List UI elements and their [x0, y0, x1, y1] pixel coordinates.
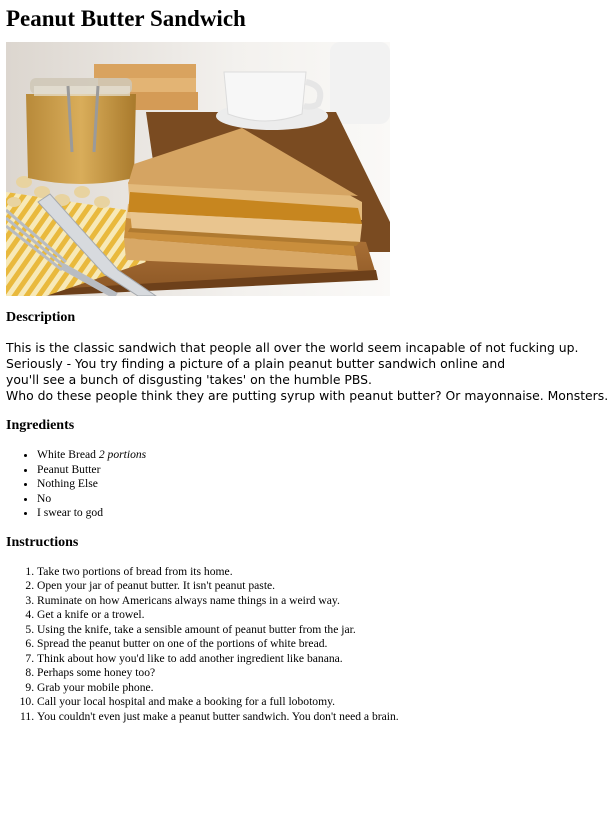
description-line: This is the classic sandwich that people all over the world seem incapable of not fucking up.: [6, 340, 579, 355]
instruction-step: 1. Take two portions of bread from its home.: [37, 565, 610, 580]
description-line: Who do these people think they are putting syrup with peanut butter? Or mayonnaise. Monsters.: [6, 388, 609, 403]
ingredient-item: [37, 448, 610, 463]
description-heading: Description: [6, 310, 76, 325]
ingredient-item: [37, 477, 610, 492]
description-line: Seriously - You try finding a picture of a plain peanut butter sandwich online and: [6, 356, 506, 371]
ingredient-name: I swear to god: [37, 506, 104, 519]
ingredient-quantity: 2 portions: [98, 448, 147, 461]
instruction-step: 9. Grab your mobile phone.: [37, 681, 610, 696]
instruction-step: 11. You couldn't even just make a peanut butter sandwich. You don't need a brain.: [37, 710, 610, 725]
instruction-step: 7. Think about how you'd like to add another ingredient like banana.: [37, 652, 610, 667]
ingredient-name: Nothing Else: [37, 477, 98, 490]
ingredient-name: No: [37, 491, 52, 505]
ingredients-heading: Ingredients: [6, 418, 75, 433]
instruction-step: 8. Perhaps some honey too?: [37, 666, 610, 681]
ingredient-item: [37, 492, 610, 507]
ingredient-name: White Bread: [37, 448, 96, 461]
instructions-list: [6, 565, 610, 725]
instruction-step: 10. Call your local hospital and make a booking for a full lobotomy.: [37, 695, 610, 710]
ingredients-list: [6, 448, 610, 521]
instruction-step: 2. Open your jar of peanut butter. It isn't peanut paste.: [37, 579, 610, 594]
description-line: you'll see a bunch of disgusting 'takes' on the humble PBS.: [6, 372, 372, 387]
ingredient-item: [37, 506, 610, 521]
instructions-heading: Instructions: [6, 534, 79, 550]
instruction-step: 4. Get a knife or a trowel.: [37, 608, 610, 623]
description-text: [6, 340, 610, 404]
page-title: Peanut Butter Sandwich: [6, 6, 246, 31]
instruction-step: 3. Ruminate on how Americans always name things in a weird way.: [37, 594, 610, 609]
instruction-step: 5. Using the knife, take a sensible amount of peanut butter from the jar.: [37, 623, 610, 638]
instruction-step: 6. Spread the peanut butter on one of the portions of white bread.: [37, 637, 610, 652]
peanut-butter-sandwich-photo: [6, 42, 390, 296]
ingredient-item: [37, 463, 610, 478]
ingredient-name: Peanut Butter: [37, 462, 101, 476]
recipe-page: [0, 6, 610, 724]
